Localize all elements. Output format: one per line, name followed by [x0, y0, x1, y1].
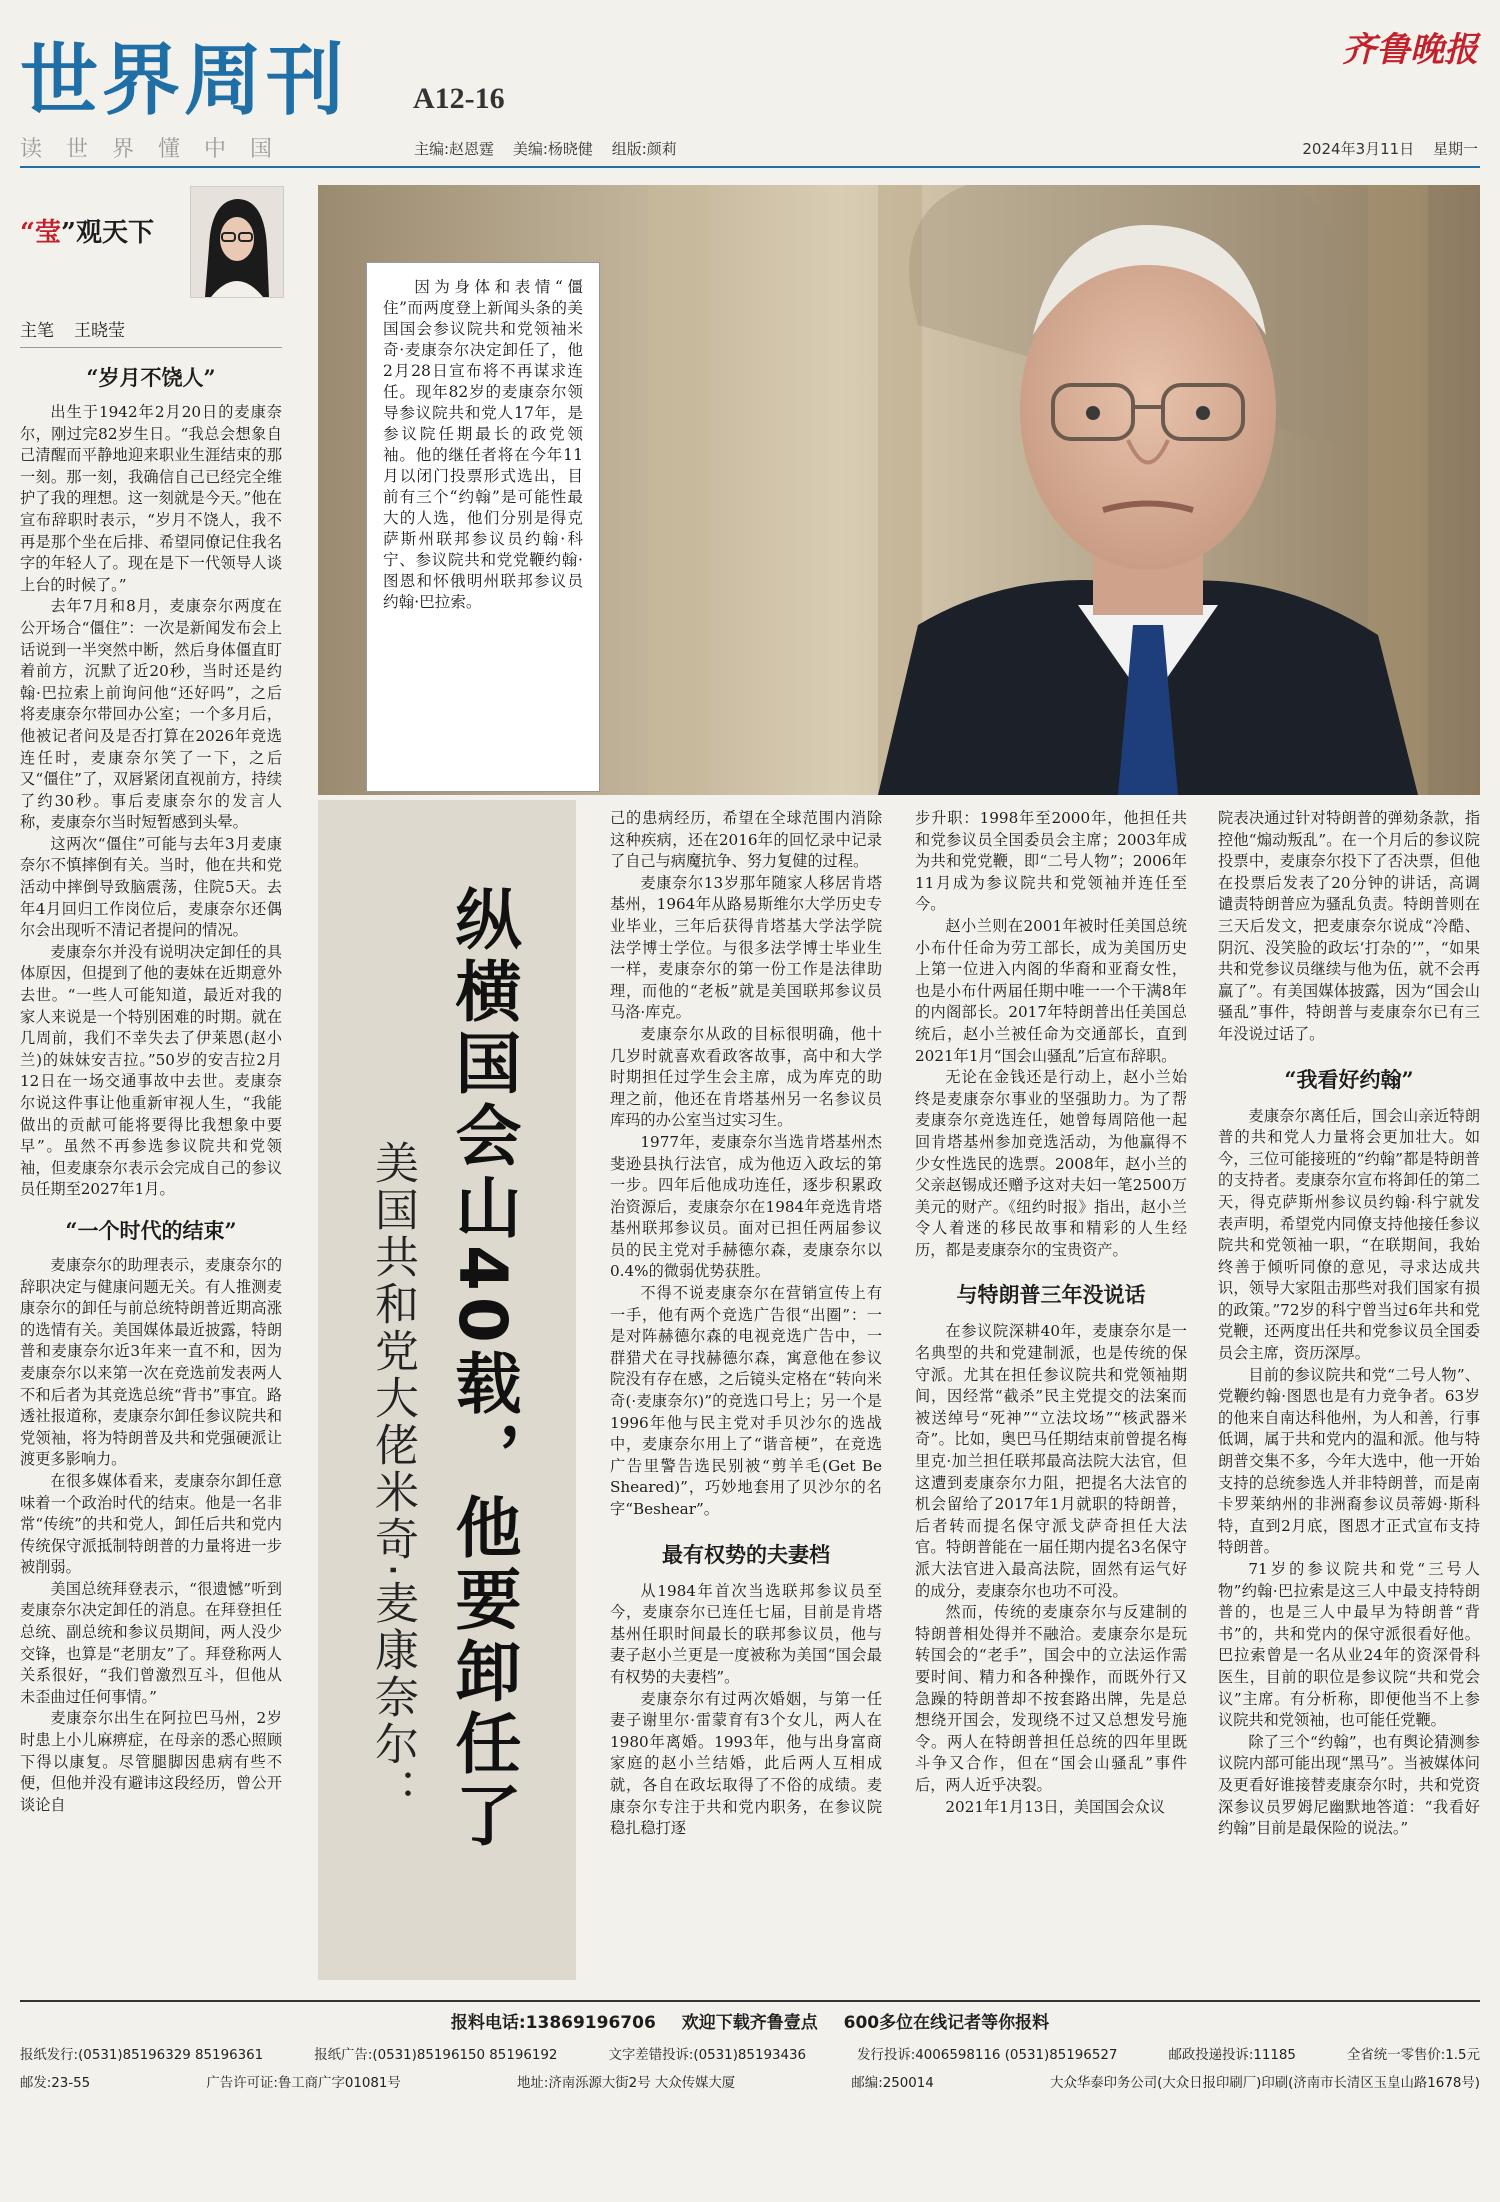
footer-item: 邮政投递投诉:11185 [1168, 2048, 1296, 2063]
section-title: “一个时代的结束” [65, 1217, 237, 1243]
footer-item: 大众华泰印务公司(大众日报印刷厂)印刷(济南市长清区玉皇山路1678号) [1050, 2076, 1480, 2091]
photo-caption: 因为身体和表情“僵住”而两度登上新闻头条的美国国会参议院共和党领袖米奇·麦康奈尔决定卸任了，他2月28日宣布将不再谋求连任。现年82岁的麦康奈尔领导参议院共和党人17年，是参议院任期最长的政党领袖。他的继任者将在今年11月以闭门投票形式选出，目前有三个“约翰”是可能性最大的人选，他们分别是得克萨斯州联邦参议员约翰·科宁、参议院共和党党鞭约翰·图恩和怀俄明州联邦参议员约翰·巴拉索。 [366, 262, 600, 792]
headline-panel [318, 800, 576, 1980]
paragraph: 除了三个“约翰”，也有舆论猜测参议院内部可能出现“黑马”。当被媒体问及更看好谁接替麦康奈尔时，共和党资深参议员罗姆尼幽默地答道：“我看好约翰”目前是最保险的说法。” [1218, 1732, 1480, 1838]
footer-item: 邮发:23-55 [20, 2076, 91, 2091]
paragraph: 从1984年首次当选联邦参议员至今，麦康奈尔已连任七届，目前是肯塔基州任职时间最长的联邦参议员，他与妻子赵小兰更是一度被称为美国“国会最有权势的夫妻档”。 [610, 1581, 882, 1686]
paragraph: 无论在金钱还是行动上，赵小兰始终是麦康奈尔事业的坚强助力。为了帮麦康奈尔竞选连任，她曾每周陪他一起回肯塔基州参加竞选活动，为他赢得不少女性选民的选票。2008年，赵小兰的父亲赵锡成还赠予这对夫妇一笔2500万美元的财产。《纽约时报》指出，赵小兰令人着迷的移民故事和精彩的人生经历，都是麦康奈尔的宝贵资产。 [915, 1068, 1187, 1259]
masthead-rule [20, 166, 1480, 168]
section-title: “我看好约翰” [1284, 1066, 1414, 1092]
section-title: “岁月不饶人” [86, 365, 216, 390]
footer-item: 文字差错投诉:(0531)85193436 [608, 2048, 807, 2063]
paragraph: 麦康奈尔并没有说明决定卸任的具体原因，但提到了他的妻妹在近期意外去世。“一些人可能知道，最近对我的家人来说是一个特别困难的时期。就在几周前，我们不幸失去了伊莱恩(赵小兰)的妹妹安吉拉。”50岁的安吉拉2月12日在一场交通事故中去世。麦康奈尔说这件事让他重新审视人生，“我能做出的贡献可能将要得比我想象中要早”。虽然不再参选参议院共和党领袖，但麦康奈尔表示会完成自己的参议员任期至2027年1月。 [20, 942, 282, 1199]
staff-layout: 组版:颜莉 [611, 140, 677, 158]
article-body [915, 808, 1187, 1261]
author-role: 主笔 [20, 321, 54, 341]
issue-number: A12-16 [413, 82, 505, 115]
section-title: 与特朗普三年没说话 [956, 1282, 1146, 1308]
article-column-2 [915, 808, 1187, 1983]
paragraph: 不得不说麦康奈尔在营销宣传上有一手，他有两个竞选广告很“出圈”：一是对阵赫德尔森的电视竞选广告中，一群猎犬在寻找赫德尔森，寓意他在参议院没有存在感，之后镜头定格在“转向米奇(·麦康奈尔)”的竞选口号上；另一个是1996年他与民主党对手贝沙尔的选战中，麦康奈尔用上了“谐音梗”，在竞选广告里警告选民别被“剪羊毛(Get Be Sheared)”，巧妙地套用了贝沙尔的名字“Beshear”。 [610, 1284, 882, 1518]
paragraph: 这两次“僵住”可能与去年3月麦康奈尔不慎摔倒有关。当时，他在共和党活动中摔倒导致脑震荡，住院5天。去年4月回归工作岗位后，麦康奈尔还偶尔会出现听不清记者提问的情况。 [20, 834, 282, 940]
hotline-app: 欢迎下载齐鲁壹点 [681, 2013, 818, 2033]
column-name [20, 212, 154, 249]
paragraph: 2021年1月13日，美国国会众议 [945, 1797, 1165, 1816]
paragraph: 麦康奈尔的助理表示，麦康奈尔的辞职决定与健康问题无关。有人推测麦康奈尔的卸任与前总统特朗普近期高涨的选情有关。美国媒体最近披露，特朗普和麦康奈尔近3年来一直不和，因为麦康奈尔以来第一次在竞选前发表两人不和后者为其竞选总统“背书”事宜。路透社报道称，麦康奈尔卸任参议院共和党领袖，将为特朗普及共和党强硬派让渡更多影响力。 [20, 1255, 282, 1469]
hotline-bar [0, 2008, 1500, 2033]
paragraph: 在参议院深耕40年，麦康奈尔是一名典型的共和党建制派，也是传统的保守派。尤其在担任参议院共和党领袖期间，因经常“截杀”民主党提交的法案而被送绰号“死神”“立法坟场”“核武器米奇”。比如，奥巴马任期结束前曾提名梅里克·加兰担任联邦最高法院大法官，但这遭到麦康奈尔力阻，把提名大法官的机会留给了2017年1月就职的特朗普，后者转而提名保守派戈萨奇担任大法官。特朗普能在一届任期内提名3名保守派大法官进入最高法院，固然有运气好的成分，麦康奈尔也功不可没。 [915, 1322, 1187, 1600]
issue-date [1288, 138, 1478, 159]
article-column-1 [610, 808, 882, 1983]
paragraph: 目前的参议院共和党“二号人物”、党鞭约翰·图恩也是有力竞争者。63岁的他来自南达科他州，为人和善，行事低调，属于共和党内的温和派。他与特朗普交集不多，今年大选中，他一开始支持的总统参选人并非特朗普，而是南卡罗莱纳州的非洲裔参议员蒂姆·斯科特，直到2月底，图恩才正式宣布支持特朗普。 [1218, 1365, 1480, 1557]
paragraph: 步升职：1998年至2000年，他担任共和党参议员全国委员会主席；2003年成为共和党党鞭，即“二号人物”；2006年11月成为参议院共和党领袖并连任至今。 [915, 809, 1187, 914]
paragraph: 赵小兰则在2001年被时任美国总统小布什任命为劳工部长，成为美国历史上第一位进入内阁的华裔和亚裔女性，也是小布什两届任期中唯一一个干满8年的内阁部长。2017年特朗普出任美国总统后，赵小兰被任命为交通部长，直到2021年1月“国会山骚乱”后宣布辞职。 [915, 916, 1187, 1065]
author-line [20, 316, 282, 348]
paragraph: 在很多媒体看来，麦康奈尔卸任意味着一个政治时代的结束。他是一名非常“传统”的共和党人，卸任后共和党内传统保守派抵制特朗普的力量将进一步被削弱。 [20, 1471, 282, 1577]
footer-line-1 [20, 2044, 1480, 2063]
article-body [915, 1321, 1187, 1818]
paragraph: 出生于1942年2月20日的麦康奈尔，刚过完82岁生日。“我总会想象自己清醒而平静地迎来职业生涯结束的那一刻。那一刻，我确信自己已经完全维护了我的理想。这一刻就是今天。”他在宣布辞职时表示，“岁月不饶人，我不再是那个坐在后排、希望同僚记住我名字的年轻人了。现在是下一代领导人谈上台的时候了。” [20, 403, 282, 594]
paragraph: 麦康奈尔从政的目标很明确，他十几岁时就喜欢看政客故事，高中和大学时期担任过学生会主席，成为库克的助理之前，他还在肯塔基州另一名参议员库玛的办公室当过实习生。 [610, 1024, 882, 1130]
paragraph: 1977年，麦康奈尔当选肯塔基州杰斐逊县执行法官，成为他迈入政坛的第一步。四年后他成功连任，逐步积累政治资源后，麦康奈尔在1984年竞选肯塔基州联邦参议员。面对已担任两届参议员的民主党对手赫德尔森，麦康奈尔以0.4%的微弱优势获胜。 [610, 1132, 882, 1281]
column-left [20, 176, 282, 1981]
article-body [1218, 808, 1480, 1046]
footer-item: 地址:济南泺源大街2号 大众传媒大厦 [517, 2076, 736, 2091]
paragraph: 去年7月和8月，麦康奈尔两度在公开场合“僵住”：一次是新闻发布会上话说到一半突然中断，然后身体僵直盯着前方，沉默了近20秒，当时还是约翰·巴拉索上前询问他“还好吗”，之后将麦康奈尔带回办公室；一个多月后，他被记者问及是否打算在2026年竞选连任时，麦康奈尔笑了一下，之后又“僵住”了，双唇紧闭直视前方，持续了约30秒。事后麦康奈尔的发言人称，麦康奈尔当时短暂感到头晕。 [20, 597, 282, 832]
headline-sub: 美国共和党大佬米奇·麦康奈尔： [367, 1140, 418, 1815]
masthead-slogan: 读世界懂中国 [20, 137, 297, 162]
article-body [610, 808, 882, 1521]
paragraph: 麦康奈尔有过两次婚姻，与第一任妻子谢里尔·雷蒙育有3个女儿，两人在1980年离婚。1993年，他与出身富商家庭的赵小兰结婚，此后两人互相成就，各自在政坛取得了不俗的成绩。麦康奈尔专注于共和党内职务，在参议院稳扎稳打逐 [610, 1689, 882, 1838]
staff-editor: 主编:赵恩霆 [414, 140, 495, 158]
weekday-text: 星期一 [1432, 140, 1478, 158]
masthead-title: 世界周刊 [20, 36, 349, 126]
footer-line-2 [20, 2072, 1480, 2091]
staff-credits [414, 138, 691, 159]
footer-rule [20, 2000, 1480, 2002]
section-title: 最有权势的夫妻档 [662, 1541, 830, 1567]
footer-item: 报纸广告:(0531)85196150 85196192 [314, 2048, 558, 2063]
section-body [20, 1255, 282, 1816]
column-name-prefix: “ [20, 218, 35, 248]
paragraph: 麦康奈尔离任后，国会山亲近特朗普的共和党人力量将会更加壮大。如今，三位可能接班的“约翰”都是特朗普的支持者。麦康奈尔宣布将卸任的第二天，得克萨斯州参议员约翰·科宁就发表声明，希望党内同僚支持他接任参议院共和党领袖一职，“在联期间，我始终善于倾听同僚的意见，寻求达成共识，领导大家阻击那些对我们国家有损的政策。”72岁的科宁曾当过6年共和党党鞭，还两度出任共和党参议员全国委员会主席，资历深厚。 [1218, 1106, 1480, 1363]
footer-item: 全省统一零售价:1.5元 [1347, 2048, 1480, 2063]
paragraph: 美国总统拜登表示，“很遗憾”听到麦康奈尔决定卸任的消息。在拜登担任总统、副总统和参议员期间，两人没少交锋，也算是“老朋友”了。拜登称两人关系很好，“我们曾激烈互斗，但他从未歪曲过任何事情。” [20, 1579, 282, 1706]
paragraph: 71岁的参议院共和党“三号人物”约翰·巴拉索是这三人中最支持特朗普的，也是三人中最早为特朗普“背书”的，共和党内的保守派很看好他。巴拉索曾是一名从业24年的资深骨科医生，目前的职位是参议院“共和党会议”主席。有分析称，即便他当不上参议院共和党领袖，也可能任党鞭。 [1218, 1560, 1480, 1730]
paragraph: 麦康奈尔出生在阿拉巴马州，2岁时患上小儿麻痹症，在母亲的悉心照顾下得以康复。尽管腿脚因患病有些不便，但他并没有避讳这段经历，曾公开谈论自 [20, 1709, 282, 1814]
footer-item: 邮编:250014 [851, 2076, 934, 2091]
paragraph: 然而，传统的麦康奈尔与反建制的特朗普相处得并不融洽。麦康奈尔是玩转国会的“老手”，国会中的立法运作需要时间、精力和各种操作，而既外行又急躁的特朗普却不按套路出牌，先是总想绕开国会，发现绕不过又总想发号施令。两人在特朗普担任总统的四年里既斗争又合作，但在“国会山骚乱”事件后，两人近乎决裂。 [915, 1603, 1187, 1794]
column-name-suffix: ”观天下 [60, 218, 154, 248]
author-name: 王晓莹 [74, 321, 125, 341]
hotline-reporters: 600多位在线记者等你报料 [843, 2013, 1050, 2033]
article-column-3 [1218, 808, 1480, 1983]
staff-art: 美编:杨晓健 [512, 140, 593, 158]
headline-main: 纵横国会山40载，他要卸任了 [444, 885, 521, 1853]
footer-item: 广告许可证:鲁工商广字01081号 [206, 2076, 401, 2091]
footer-item: 发行投诉:4006598116 (0531)85196527 [857, 2048, 1118, 2063]
article-body [610, 1581, 882, 1840]
newspaper-brand: 齐鲁晚报 [1342, 30, 1478, 70]
paragraph: 麦康奈尔13岁那年随家人移居肯塔基州，1964年从路易斯维尔大学历史专业毕业，三年后获得肯塔基大学法学院法学博士学位。与很多法学博士毕业生一样，麦康奈尔的第一份工作是法律助理，而他的“老板”就是美国联邦参议员马洛·库克。 [610, 873, 882, 1022]
paragraph: 己的患病经历，希望在全球范围内消除这种疾病，还在2016年的回忆录中记录了自己与病魔抗争、努力复健的过程。 [610, 809, 882, 871]
author-portrait [190, 186, 284, 298]
date-text: 2024年3月11日 [1302, 140, 1415, 158]
section-body [20, 402, 282, 1201]
columnist-header [20, 176, 282, 306]
footer-item: 报纸发行:(0531)85196329 85196361 [20, 2048, 264, 2063]
column-name-char: 莹 [34, 218, 61, 248]
paragraph: 院表决通过针对特朗普的弹劾条款，指控他“煽动叛乱”。在一个月后的参议院投票中，麦康奈尔投下了否决票，但他在投票后发表了20分钟的讲话，高调谴责特朗普应为骚乱负责。特朗普则在三天后发文，把麦康奈尔说成“冷酷、阴沉、没笑脸的政坛‘打杂的’”，“如果共和党参议员继续与他为伍，就不会再赢了”。有美国媒体披露，因为“国会山骚乱”事件，特朗普与麦康奈尔已有三年没说过话了。 [1218, 809, 1480, 1043]
hotline-phone: 报料电话:13869196706 [450, 2013, 656, 2033]
article-body [1218, 1106, 1480, 1840]
